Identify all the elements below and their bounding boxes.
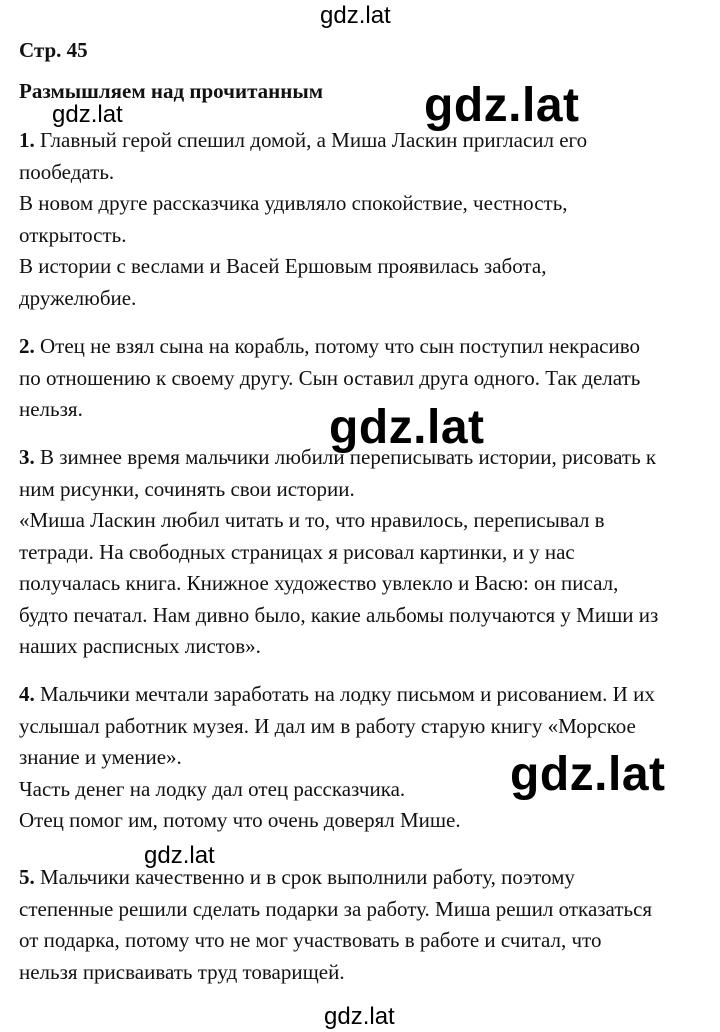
- answer-2-number: 2.: [19, 334, 35, 358]
- answer-4-line-5: Отец помог им, потому что очень доверял Мише.: [19, 808, 461, 832]
- answer-1-line-4: открытость.: [19, 222, 127, 247]
- answer-1-line-5: В истории с веслами и Васей Ершовым проявилась забота,: [19, 254, 547, 278]
- answer-1-line-6: дружелюбие.: [19, 285, 137, 310]
- answer-5: [19, 862, 709, 988]
- watermark-big-2: gdz.lat: [329, 401, 485, 454]
- watermark-big-1: gdz.lat: [424, 79, 580, 132]
- answer-3-line-5: получалась книга. Книжное художество увлекло и Васю: он писал,: [19, 571, 619, 595]
- watermark-bottom: gdz.lat: [324, 1003, 395, 1030]
- watermark-mid-small: gdz.lat: [144, 842, 215, 869]
- answer-3-line-2: ним рисунки, сочинять свои истории.: [19, 476, 355, 501]
- answer-5-number: 5.: [19, 865, 35, 889]
- answer-4-number: 4.: [19, 682, 35, 706]
- answer-4-line-3: знание и умение».: [19, 745, 182, 769]
- answer-2-line-2: по отношению к своему другу. Сын оставил друга одного. Так делать: [19, 365, 641, 390]
- watermark-top: gdz.lat: [320, 2, 391, 29]
- answer-4-line-2: услышал работник музея. И дал им в работу старую книгу «Морское: [19, 713, 636, 738]
- answer-5-line-2: степенные решили сделать подарки за работу. Миша решил отказаться: [19, 896, 653, 921]
- answer-3-line-6: будто печатал. Нам дивно было, какие альбомы получаются у Миши из: [19, 602, 659, 627]
- answer-1-line-1: 1. Главный герой спешил домой, а Миша Ласкин пригласил его: [19, 128, 588, 152]
- answer-4-line-1: 4. Мальчики мечтали заработать на лодку письмом и рисованием. И их: [19, 682, 655, 706]
- answer-1-number: 1.: [19, 128, 35, 152]
- answer-3-line-7: наших расписных листов».: [19, 634, 261, 658]
- answer-1-line-3: В новом друге рассказчика удивляло спокойствие, честность,: [19, 191, 568, 215]
- watermark-header-left: gdz.lat: [52, 101, 123, 128]
- answer-5-line-3: от подарка, потому что не мог участвовать в работе и считал, что: [19, 928, 602, 952]
- answer-3: [19, 442, 709, 663]
- answer-4-line-4: Часть денег на лодку дал отец рассказчика.: [19, 776, 406, 801]
- answer-3-line-4: тетради. На свободных страницах я рисовал картинки, и у нас: [19, 539, 575, 564]
- watermark-big-3: gdz.lat: [510, 748, 666, 801]
- page-number: Стр. 45: [19, 38, 88, 62]
- answer-3-number: 3.: [19, 445, 35, 469]
- answer-1: [19, 125, 709, 314]
- answer-5-line-1: 5. Мальчики качественно и в срок выполнили работу, поэтому: [19, 865, 575, 889]
- answer-3-line-3: «Миша Ласкин любил читать и то, что нравилось, переписывал в: [19, 508, 605, 532]
- answer-5-line-4: нельзя присваивать труд товарищей.: [19, 959, 345, 984]
- section-title: Размышляем над прочитанным: [19, 79, 324, 103]
- answer-3-line-1: 3. В зимнее время мальчики любили переписывать истории, рисовать к: [19, 445, 657, 469]
- answer-2-line-1: 2. Отец не взял сына на корабль, потому что сын поступил некрасиво: [19, 334, 641, 358]
- answer-2-line-3: нельзя.: [19, 397, 83, 421]
- answer-1-line-2: пообедать.: [19, 159, 115, 184]
